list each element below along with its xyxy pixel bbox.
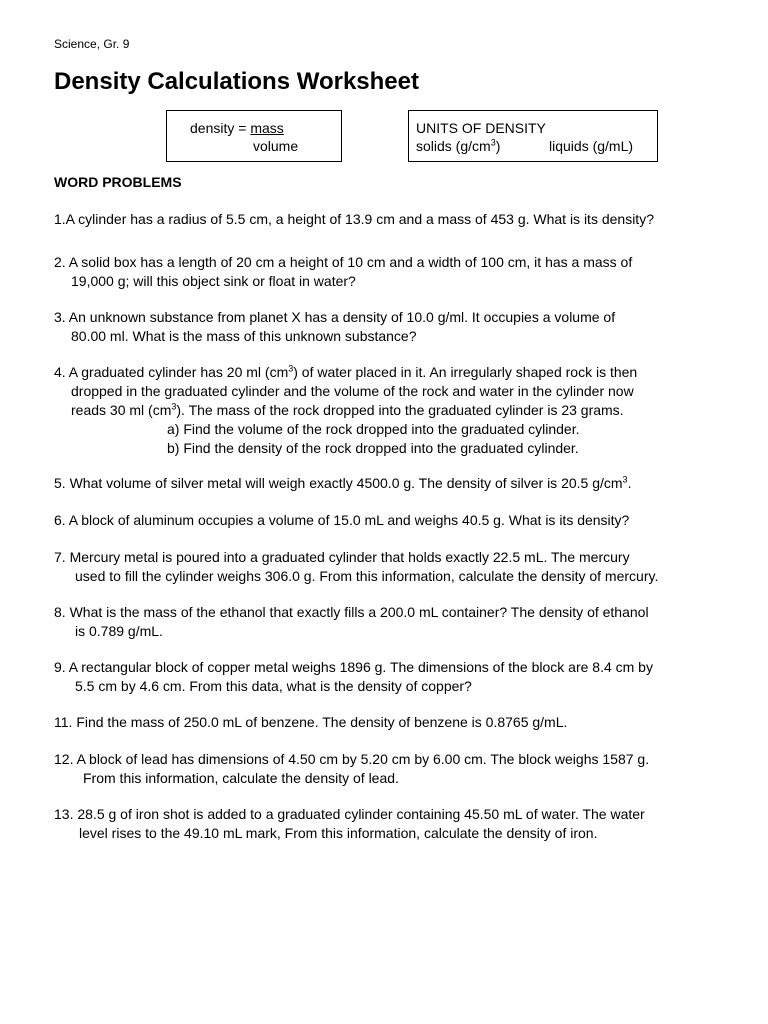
problem-line: 5.5 cm by 4.6 cm. From this data, what is the density of copper?	[75, 678, 472, 694]
problem-text: ) of water placed in it. An irregularly shaped rock is then	[293, 364, 638, 380]
problem-text: ). The mass of the rock dropped into the graduated cylinder is 23 grams.	[176, 402, 624, 418]
problem-line: 12. A block of lead has dimensions of 4.50 cm by 5.20 cm by 6.00 cm. The block weighs 1587 g.	[54, 751, 650, 767]
density-formula-box	[166, 110, 342, 162]
problem-text: 4. A graduated cylinder has 20 ml (cm	[54, 364, 289, 380]
units-liquids: liquids (g/mL)	[549, 138, 634, 154]
units-solids-text: solids (g/cm	[416, 138, 491, 154]
problem-line: used to fill the cylinder weighs 306.0 g. From this information, calculate the density of mercury.	[75, 568, 659, 584]
problem-5	[54, 474, 631, 493]
superscript: 3	[288, 363, 294, 374]
problem-text: reads 30 ml (cm	[71, 402, 172, 418]
problem-line: 80.00 ml. What is the mass of this unknown substance?	[71, 328, 417, 344]
problem-6	[54, 511, 629, 530]
problem-11	[54, 713, 567, 732]
units-solids-exponent: 3	[490, 137, 496, 148]
problem-line	[54, 363, 637, 382]
problem-1	[54, 210, 654, 229]
problem-3	[54, 308, 615, 346]
problem-line	[54, 401, 637, 420]
problem-line: 3. An unknown substance from planet X has a density of 10.0 g/ml. It occupies a volume of	[54, 309, 616, 325]
problem-line	[54, 474, 631, 493]
problem-line: is 0.789 g/mL.	[75, 623, 163, 639]
problem-text: .	[627, 475, 632, 491]
superscript: 3	[622, 474, 628, 485]
problem-2	[54, 253, 632, 291]
problem-line: 19,000 g; will this object sink or float in water?	[71, 273, 356, 289]
units-solids-close: )	[495, 138, 501, 154]
problem-line: 8. What is the mass of the ethanol that exactly fills a 200.0 mL container? The density of ethanol	[54, 604, 649, 620]
problem-line: 13. 28.5 g of iron shot is added to a graduated cylinder containing 45.50 mL of water. The water	[54, 806, 645, 822]
problem-line: dropped in the graduated cylinder and the volume of the rock and water in the cylinder now	[71, 383, 634, 399]
units-title: UNITS OF DENSITY	[416, 120, 546, 136]
formula-denominator: volume	[253, 138, 299, 154]
problem-7	[54, 548, 658, 586]
problem-8	[54, 603, 649, 641]
problem-9	[54, 658, 653, 696]
problem-line: 6. A block of aluminum occupies a volume of 15.0 mL and weighs 40.5 g. What is its density?	[54, 512, 630, 528]
problem-4	[54, 363, 637, 458]
problem-line: 7. Mercury metal is poured into a graduated cylinder that holds exactly 22.5 mL. The mercury	[54, 549, 630, 565]
formula-line	[190, 119, 284, 138]
density-units-box	[408, 110, 658, 162]
problem-line: 1.A cylinder has a radius of 5.5 cm, a height of 13.9 cm and a mass of 453 g. What is its density?	[54, 211, 654, 227]
course-label: Science, Gr. 9	[54, 37, 130, 51]
formula-lhs: density =	[190, 120, 251, 136]
problem-line: 9. A rectangular block of copper metal weighs 1896 g. The dimensions of the block are 8.4 cm by	[54, 659, 653, 675]
sub-question-b: b) Find the density of the rock dropped into the graduated cylinder.	[167, 440, 579, 456]
problem-line: level rises to the 49.10 mL mark, From this information, calculate the density of iron.	[79, 825, 598, 841]
section-title: WORD PROBLEMS	[54, 174, 182, 190]
problem-12	[54, 750, 649, 788]
problem-line: 2. A solid box has a length of 20 cm a height of 10 cm and a width of 100 cm, it has a mass of	[54, 254, 633, 270]
superscript: 3	[171, 401, 177, 412]
problem-line: From this information, calculate the density of lead.	[83, 770, 399, 786]
problem-line: 11. Find the mass of 250.0 mL of benzene. The density of benzene is 0.8765 g/mL.	[54, 714, 568, 730]
units-solids	[416, 137, 500, 156]
problem-13	[54, 805, 645, 843]
page-title: Density Calculations Worksheet	[54, 68, 419, 95]
formula-numerator: mass	[250, 120, 284, 136]
sub-question-a: a) Find the volume of the rock dropped into the graduated cylinder.	[167, 421, 580, 437]
problem-text: 5. What volume of silver metal will weigh exactly 4500.0 g. The density of silver is 20.5 g/cm	[54, 475, 623, 491]
